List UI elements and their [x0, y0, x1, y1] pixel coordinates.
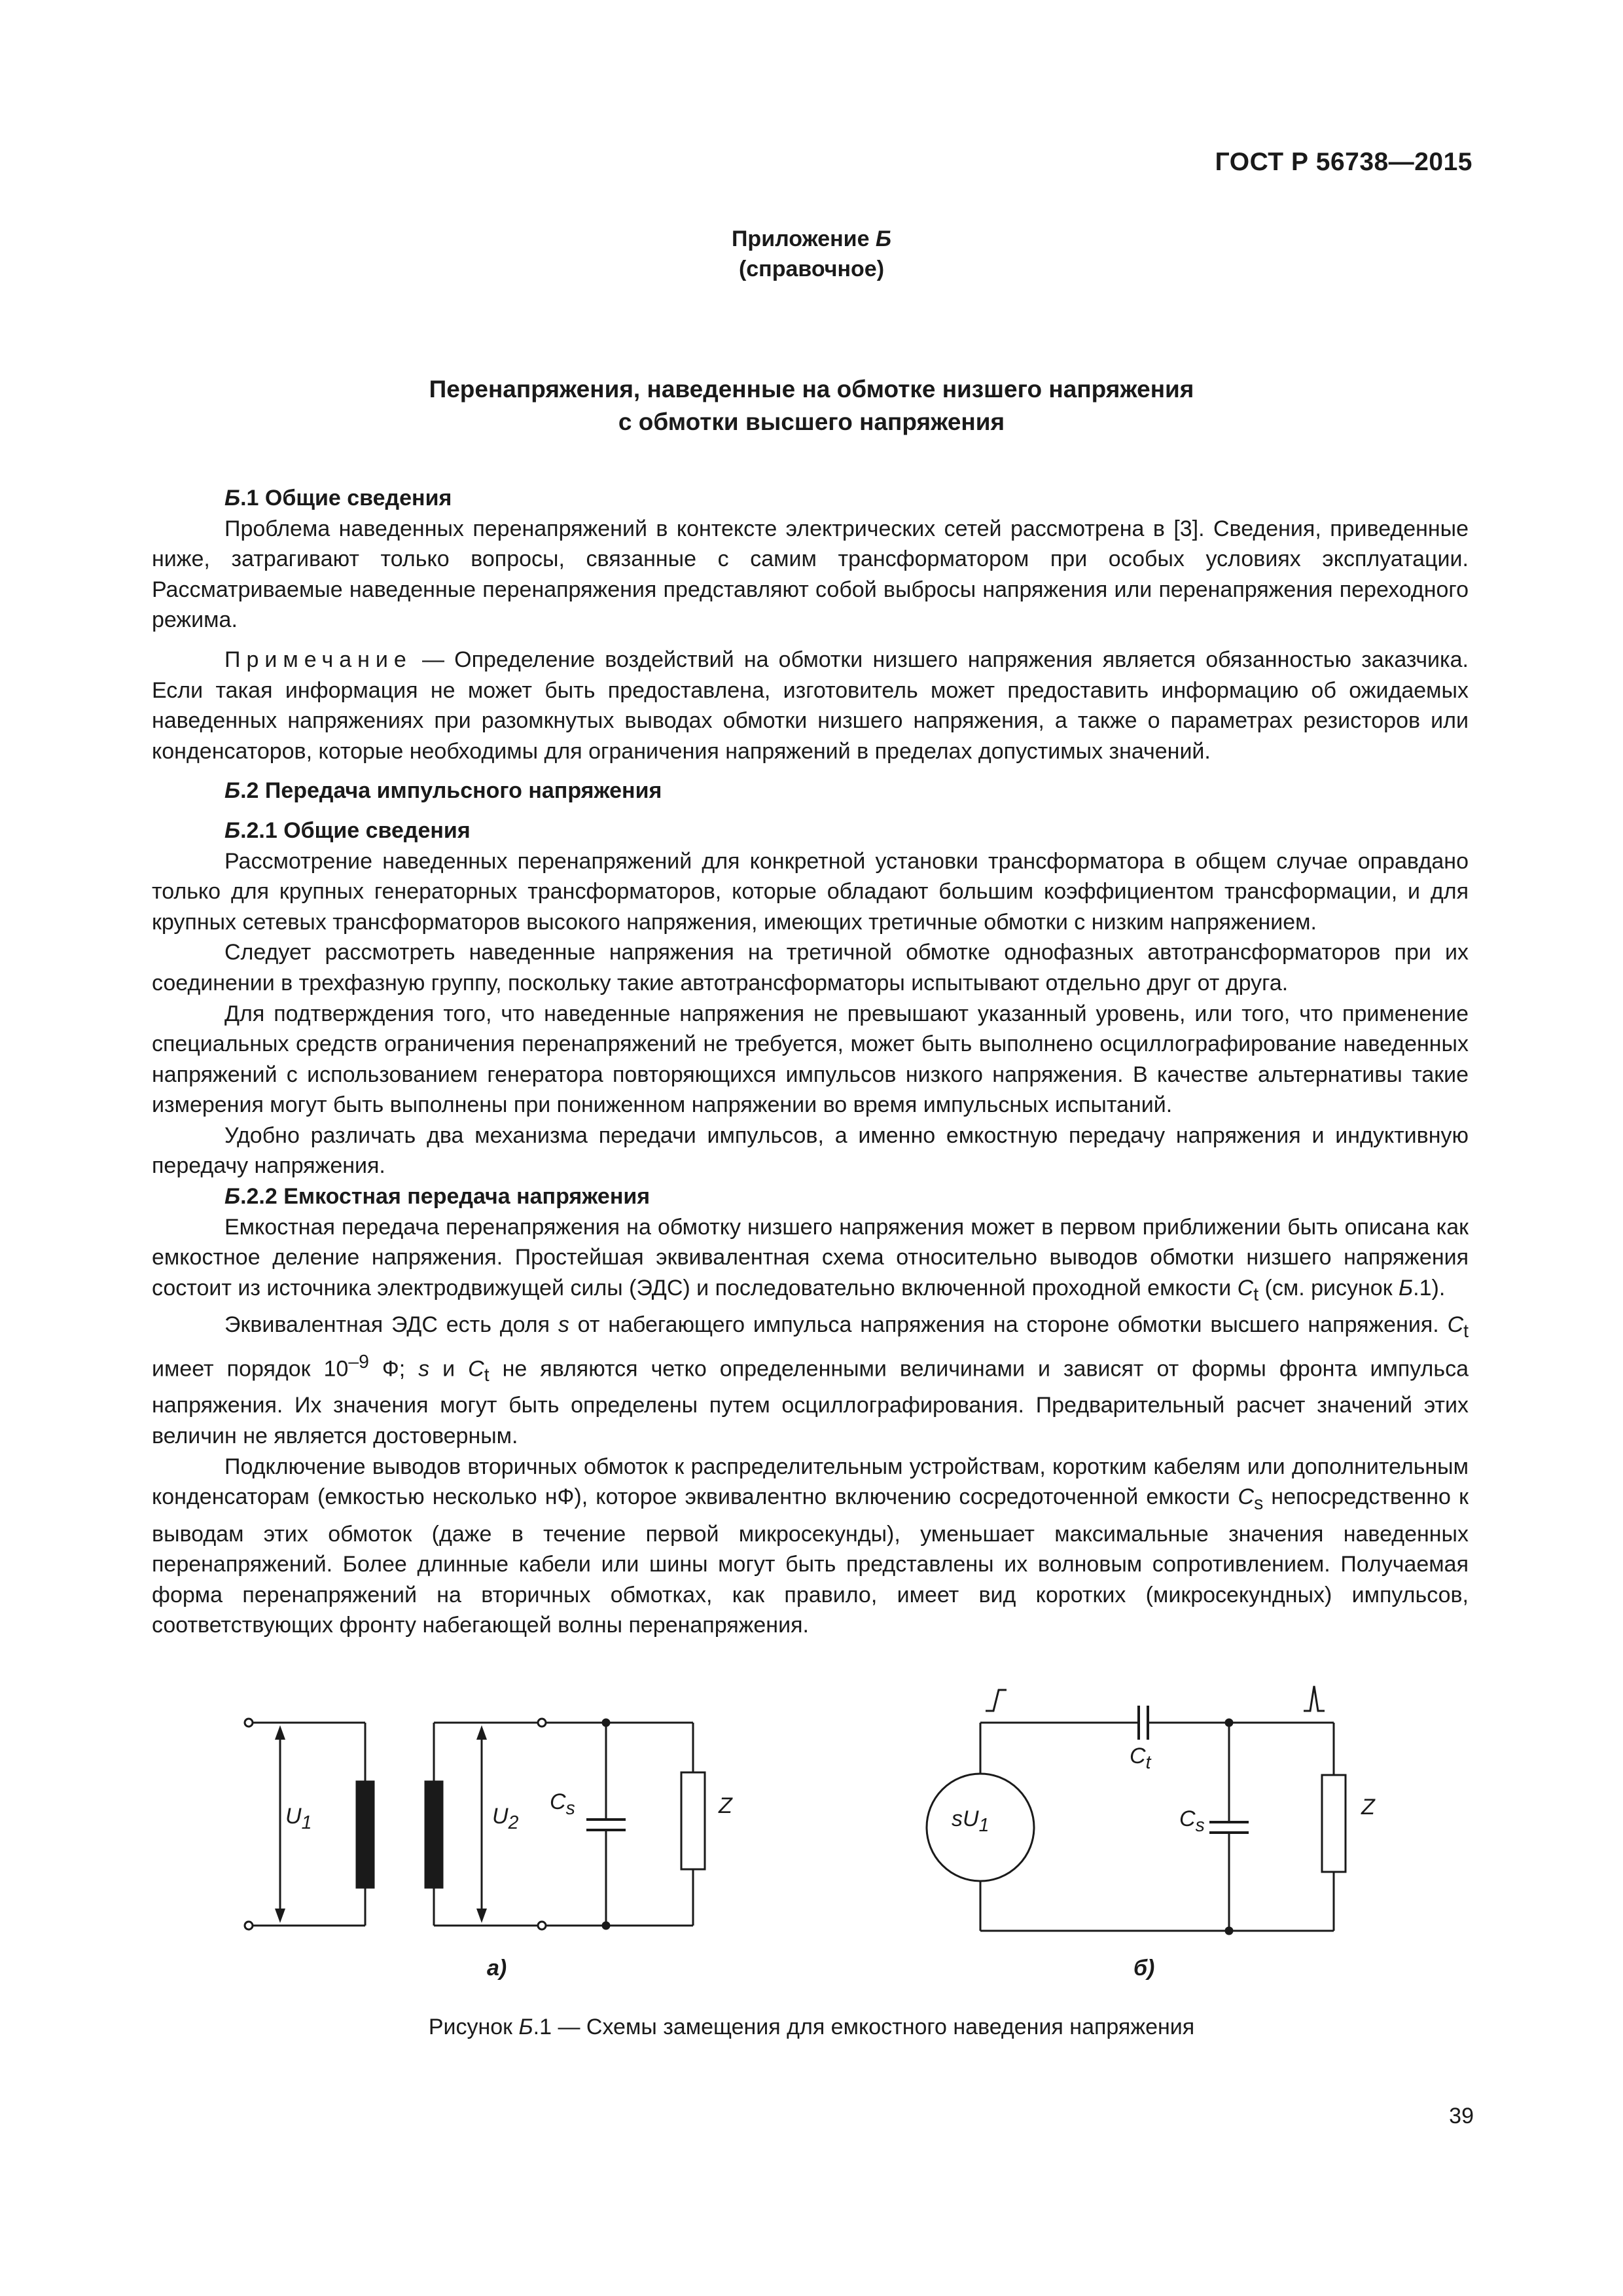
label-cs-a: $C_s$ [550, 1789, 575, 1819]
figure-label-a: а) [487, 1956, 507, 1981]
section-b1-paragraph: Проблема наведенных перенапряжений в контексте электрических сетей рассмотрена в [3]. Сведения, приведенные ниже, затрагивают только вопросы, связанные с самим трансформатором при особых условиях эксплуатации. Рассматриваемые наведенные перенапряжения представляют собой выбросы напряжения или перенапряжения переходного режима. [152, 516, 1469, 633]
junction-top-b [1226, 1719, 1232, 1726]
appendix-letter: Б [875, 226, 891, 251]
figure-caption: Рисунок Б.1 — Схемы замещения для емкостного наведения напряжения [428, 2015, 1195, 2039]
circuit-diagrams [152, 1676, 1469, 2003]
section-b1-heading: Б.1 Общие сведения [224, 486, 452, 511]
note-text: — Определение воздействий на обмотки низшего напряжения является обязанностью заказчика. Если такая информация не может быть предоставлена, изготовитель может предоставить информацию об ожидаемых наведенных напряжениях при разомкнутых выводах обмотки низшего напряжения, а также о параметрах резисторов или конденсаторов, которые необходимы для ограничения напряжений в пределах допустимых значений. [152, 647, 1469, 764]
page-number: 39 [1449, 2104, 1474, 2128]
section-b2-heading: Б.2 Передача импульсного напряжения [224, 778, 662, 804]
label-source: $sU_1$ [952, 1806, 990, 1836]
step-wave-icon [986, 1690, 1007, 1711]
title-line-2: с обмотки высшего напряжения [618, 408, 1005, 435]
u1-arrow-head-top [275, 1725, 285, 1740]
document-body [152, 483, 1469, 1641]
section-b21-heading: Б.2.1 Общие сведения [224, 817, 471, 843]
figure-label-b: б) [1133, 1956, 1155, 1981]
junction-bottom-b [1226, 1928, 1232, 1934]
section-b21-paragraph-3: Для подтверждения того, что наведенные напряжения не превышают указанный уровень, или того, что применение специальных средств ограничения перенапряжений не требуется, может быть выполнено осциллографирование наведенных напряжений с использованием генератора повторяющихся импульсов низкого напряжения. В качестве альтернативы такие измерения могут быть выполнены при пониженном напряжении во время импульсных испытаний. [152, 1001, 1469, 1118]
section-b22-paragraph-3: Подключение выводов вторичных обмоток к распределительным устройствам, коротким кабелям или дополнительным конденсаторам (емкостью несколько нФ), которое эквивалентно включению сосредоточенной емкости $C_s$ непосредственно к выводам этих обмоток (даже в течение первой микросекунды), уменьшает максимальные значения наведенных перенапряжений. Более длинные кабели или шины могут быть представлены их волновым сопротивлением. Получаемая форма перенапряжений на вторичных обмотках, как правило, имеет вид коротких (микросекундных) импульсов, соответствующих фронту набегающей волны перенапряжения. [152, 1454, 1469, 1638]
section-b21-paragraph-2: Следует рассмотреть наведенные напряжения на третичной обмотке однофазных автотрансформаторов при их соединении в трехфазную группу, поскольку такие автотрансформаторы испытывают отдельно друг от друга. [152, 940, 1469, 996]
appendix-heading [0, 224, 1623, 284]
z-resistor-b [1322, 1775, 1346, 1872]
label-z-b: Z [1361, 1795, 1375, 1820]
label-z-a: Z [719, 1793, 732, 1818]
pulse-wave-icon [1304, 1686, 1325, 1711]
appendix-prefix: Приложение [731, 226, 876, 251]
primary-winding [357, 1782, 374, 1888]
label-u2: $U_2$ [492, 1804, 519, 1833]
label-u1: $U_1$ [285, 1804, 312, 1833]
section-b22-paragraph-1: Емкостная передача перенапряжения на обмотку низшего напряжения может в первом приближении быть описана как емкостное деление напряжения. Простейшая эквивалентная схема относительно выводов обмотки низшего напряжения состоит из источника электродвижущей силы (ЭДС) и последовательно включенной проходной емкости $C_t$ (см. рисунок Б.1). [152, 1214, 1469, 1305]
section-b21-paragraph-1: Рассмотрение наведенных перенапряжений для конкретной установки трансформатора в общем случае оправдано только для крупных генераторных трансформаторов, которые обладают большим коэффициентом трансформации, и для крупных сетевых трансформаторов высокого напряжения, имеющих третичные обмотки с низким напряжением. [152, 848, 1469, 935]
z-resistor [681, 1772, 705, 1869]
label-ct: $C_t$ [1130, 1744, 1151, 1773]
section-b1-note [152, 645, 1469, 766]
u2-arrow-head-top [476, 1725, 487, 1740]
label-cs-b: $C_s$ [1179, 1806, 1205, 1836]
junction-bottom [603, 1922, 609, 1929]
section-b22-paragraph-2: Эквивалентная ЭДС есть доля s от набегающего импульса напряжения на стороне обмотки высшего напряжения. $C_t$ имеет порядок $10^{-9}$ Ф; s и $C_t$ не являются четко определенными величинами и зависят от формы фронта импульса напряжения. Их значения могут быть определены путем осциллографирования. Предварительный расчет значений этих величин не является достоверным. [152, 1312, 1469, 1448]
junction-top [603, 1719, 609, 1726]
u1-arrow-head-bottom [275, 1909, 285, 1923]
circuit-a [245, 1719, 705, 1929]
terminal-left-bottom [245, 1922, 253, 1929]
terminal-left-top [245, 1719, 253, 1727]
figure-b1 [152, 1676, 1469, 2003]
circuit-b [927, 1686, 1346, 1934]
terminal-right-bottom [538, 1922, 546, 1929]
terminal-right-top [538, 1719, 546, 1727]
appendix-type: (справочное) [738, 257, 885, 281]
section-b21-paragraph-4: Удобно различать два механизма передачи импульсов, а именно емкостную передачу напряжения и индуктивную передачу напряжения. [152, 1122, 1469, 1179]
secondary-winding [425, 1782, 442, 1888]
section-b22-heading: Б.2.2 Емкостная передача напряжения [224, 1184, 651, 1210]
document-code: ГОСТ Р 56738—2015 [1215, 148, 1472, 176]
appendix-title [0, 373, 1623, 439]
title-line-1: Перенапряжения, наведенные на обмотке низшего напряжения [429, 376, 1194, 403]
u2-arrow-head-bottom [476, 1909, 487, 1923]
note-label: Примечание [224, 647, 412, 672]
